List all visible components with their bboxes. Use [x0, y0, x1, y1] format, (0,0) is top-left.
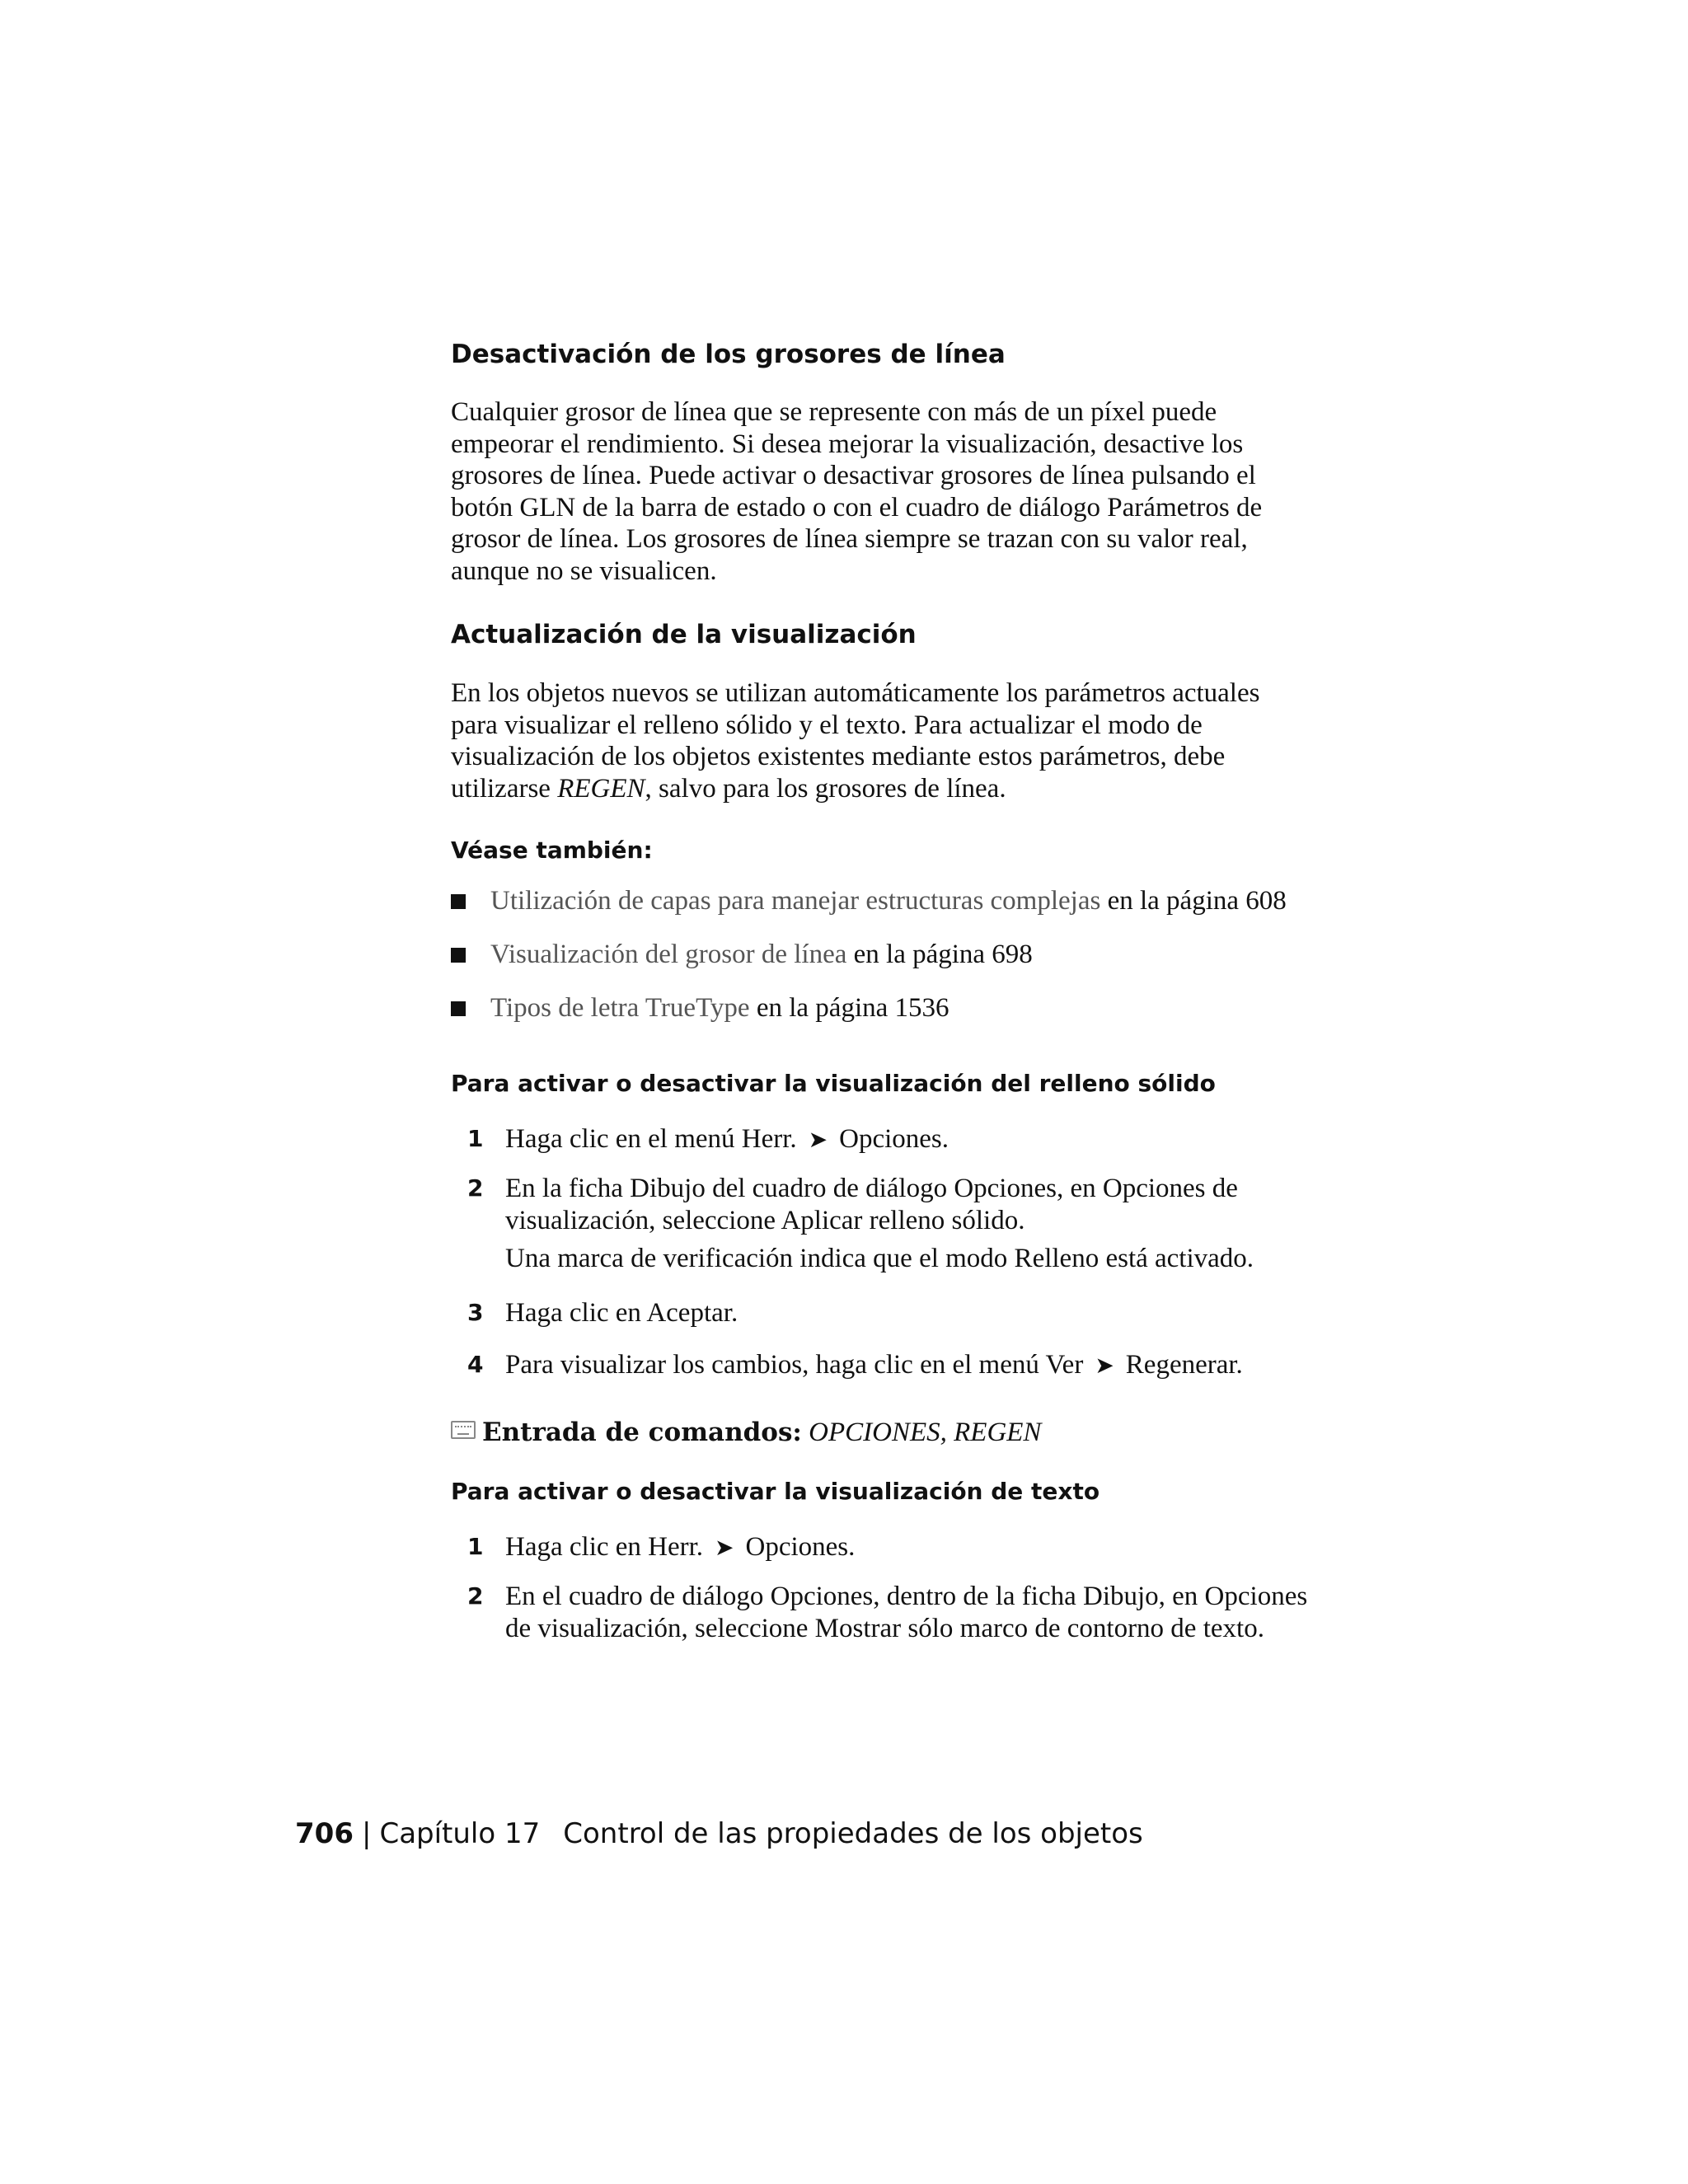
- see-also-link[interactable]: Tipos de letra TrueType: [490, 993, 750, 1023]
- step-text: Opciones.: [839, 1124, 950, 1154]
- section-paragraph-lineweights: [451, 396, 1341, 587]
- command-entry-label: Entrada de comandos:: [482, 1418, 802, 1447]
- chapter-label: Capítulo 17: [379, 1817, 541, 1850]
- step-number: 4: [467, 1351, 484, 1378]
- step-text: En el cuadro de diálogo Opciones, dentro de la ficha Dibujo, en Opciones: [505, 1582, 1308, 1611]
- step-text: Opciones.: [745, 1532, 856, 1562]
- procedure-heading-text-display: Para activar o desactivar la visualización de texto: [451, 1478, 1100, 1505]
- step-text: Haga clic en Aceptar.: [505, 1298, 738, 1328]
- section-paragraph-display-update: [451, 677, 1341, 804]
- step-text: Haga clic en el menú Herr.: [505, 1124, 797, 1154]
- page-number: 706: [295, 1817, 354, 1850]
- page-reference: en la página 608: [1100, 886, 1287, 916]
- step-number: 1: [467, 1125, 484, 1152]
- step-text: Para visualizar los cambios, haga clic en el menú Ver: [505, 1350, 1084, 1380]
- paragraph-line: [451, 773, 1341, 805]
- step-number: 1: [467, 1533, 484, 1560]
- paragraph-line: para visualizar el relleno sólido y el texto. Para actualizar el modo de: [451, 710, 1203, 740]
- page-reference: en la página 698: [846, 940, 1033, 969]
- step-note: Una marca de verificación indica que el modo Relleno está activado.: [505, 1244, 1254, 1273]
- procedure-heading-solid-fill: Para activar o desactivar la visualización del relleno sólido: [451, 1070, 1216, 1097]
- bullet-square-icon: [451, 1001, 466, 1016]
- step-text: visualización, seleccione Aplicar relleno sólido.: [505, 1205, 1025, 1235]
- step-text: Haga clic en Herr.: [505, 1532, 704, 1562]
- bullet-square-icon: [451, 948, 466, 963]
- see-also-heading: Véase también:: [451, 837, 653, 864]
- bullet-square-icon: [451, 894, 466, 909]
- paragraph-text: utilizarse: [451, 773, 558, 804]
- paragraph-text: , salvo para los grosores de línea.: [645, 773, 1006, 804]
- page-reference: en la página 1536: [749, 993, 950, 1023]
- step-text: Regenerar.: [1125, 1350, 1243, 1380]
- see-also-link[interactable]: Utilización de capas para manejar estructuras complejas: [490, 886, 1101, 916]
- paragraph-line: botón GLN de la barra de estado o con el cuadro de diálogo Parámetros de: [451, 492, 1263, 523]
- menu-arrow-icon: ➤: [715, 1534, 734, 1561]
- paragraph-line: Cualquier grosor de línea que se represente con más de un píxel puede: [451, 397, 1217, 427]
- keyboard-icon: [451, 1421, 476, 1439]
- paragraph-line: grosor de línea. Los grosores de línea siempre se trazan con su valor real,: [451, 524, 1248, 554]
- paragraph-line: empeorar el rendimiento. Si desea mejorar la visualización, desactive los: [451, 429, 1244, 459]
- step-number: 2: [467, 1582, 484, 1610]
- step-text: de visualización, seleccione Mostrar sólo marco de contorno de texto.: [505, 1613, 1264, 1643]
- command-entry: [451, 1418, 1041, 1448]
- chapter-title: Control de las propiedades de los objetos: [563, 1817, 1143, 1850]
- paragraph-line: visualización de los objetos existentes mediante estos parámetros, debe: [451, 742, 1226, 771]
- see-also-link[interactable]: Visualización del grosor de línea: [490, 940, 847, 969]
- paragraph-line: grosores de línea. Puede activar o desactivar grosores de línea pulsando el: [451, 461, 1256, 490]
- menu-arrow-icon: ➤: [808, 1126, 828, 1153]
- page-footer: [295, 1817, 1143, 1850]
- menu-arrow-icon: ➤: [1095, 1352, 1114, 1379]
- step-text: En la ficha Dibujo del cuadro de diálogo Opciones, en Opciones de: [505, 1174, 1238, 1203]
- section-heading-display-update: Actualización de la visualización: [451, 620, 917, 649]
- paragraph-line: aunque no se visualicen.: [451, 555, 717, 586]
- footer-separator: |: [361, 1817, 372, 1850]
- command-entry-commands: OPCIONES, REGEN: [809, 1418, 1042, 1447]
- section-heading-lineweights: Desactivación de los grosores de línea: [451, 340, 1006, 369]
- step-number: 3: [467, 1299, 484, 1326]
- paragraph-line: En los objetos nuevos se utilizan automáticamente los parámetros actuales: [451, 678, 1260, 708]
- step-number: 2: [467, 1174, 484, 1202]
- command-name: REGEN: [557, 773, 645, 804]
